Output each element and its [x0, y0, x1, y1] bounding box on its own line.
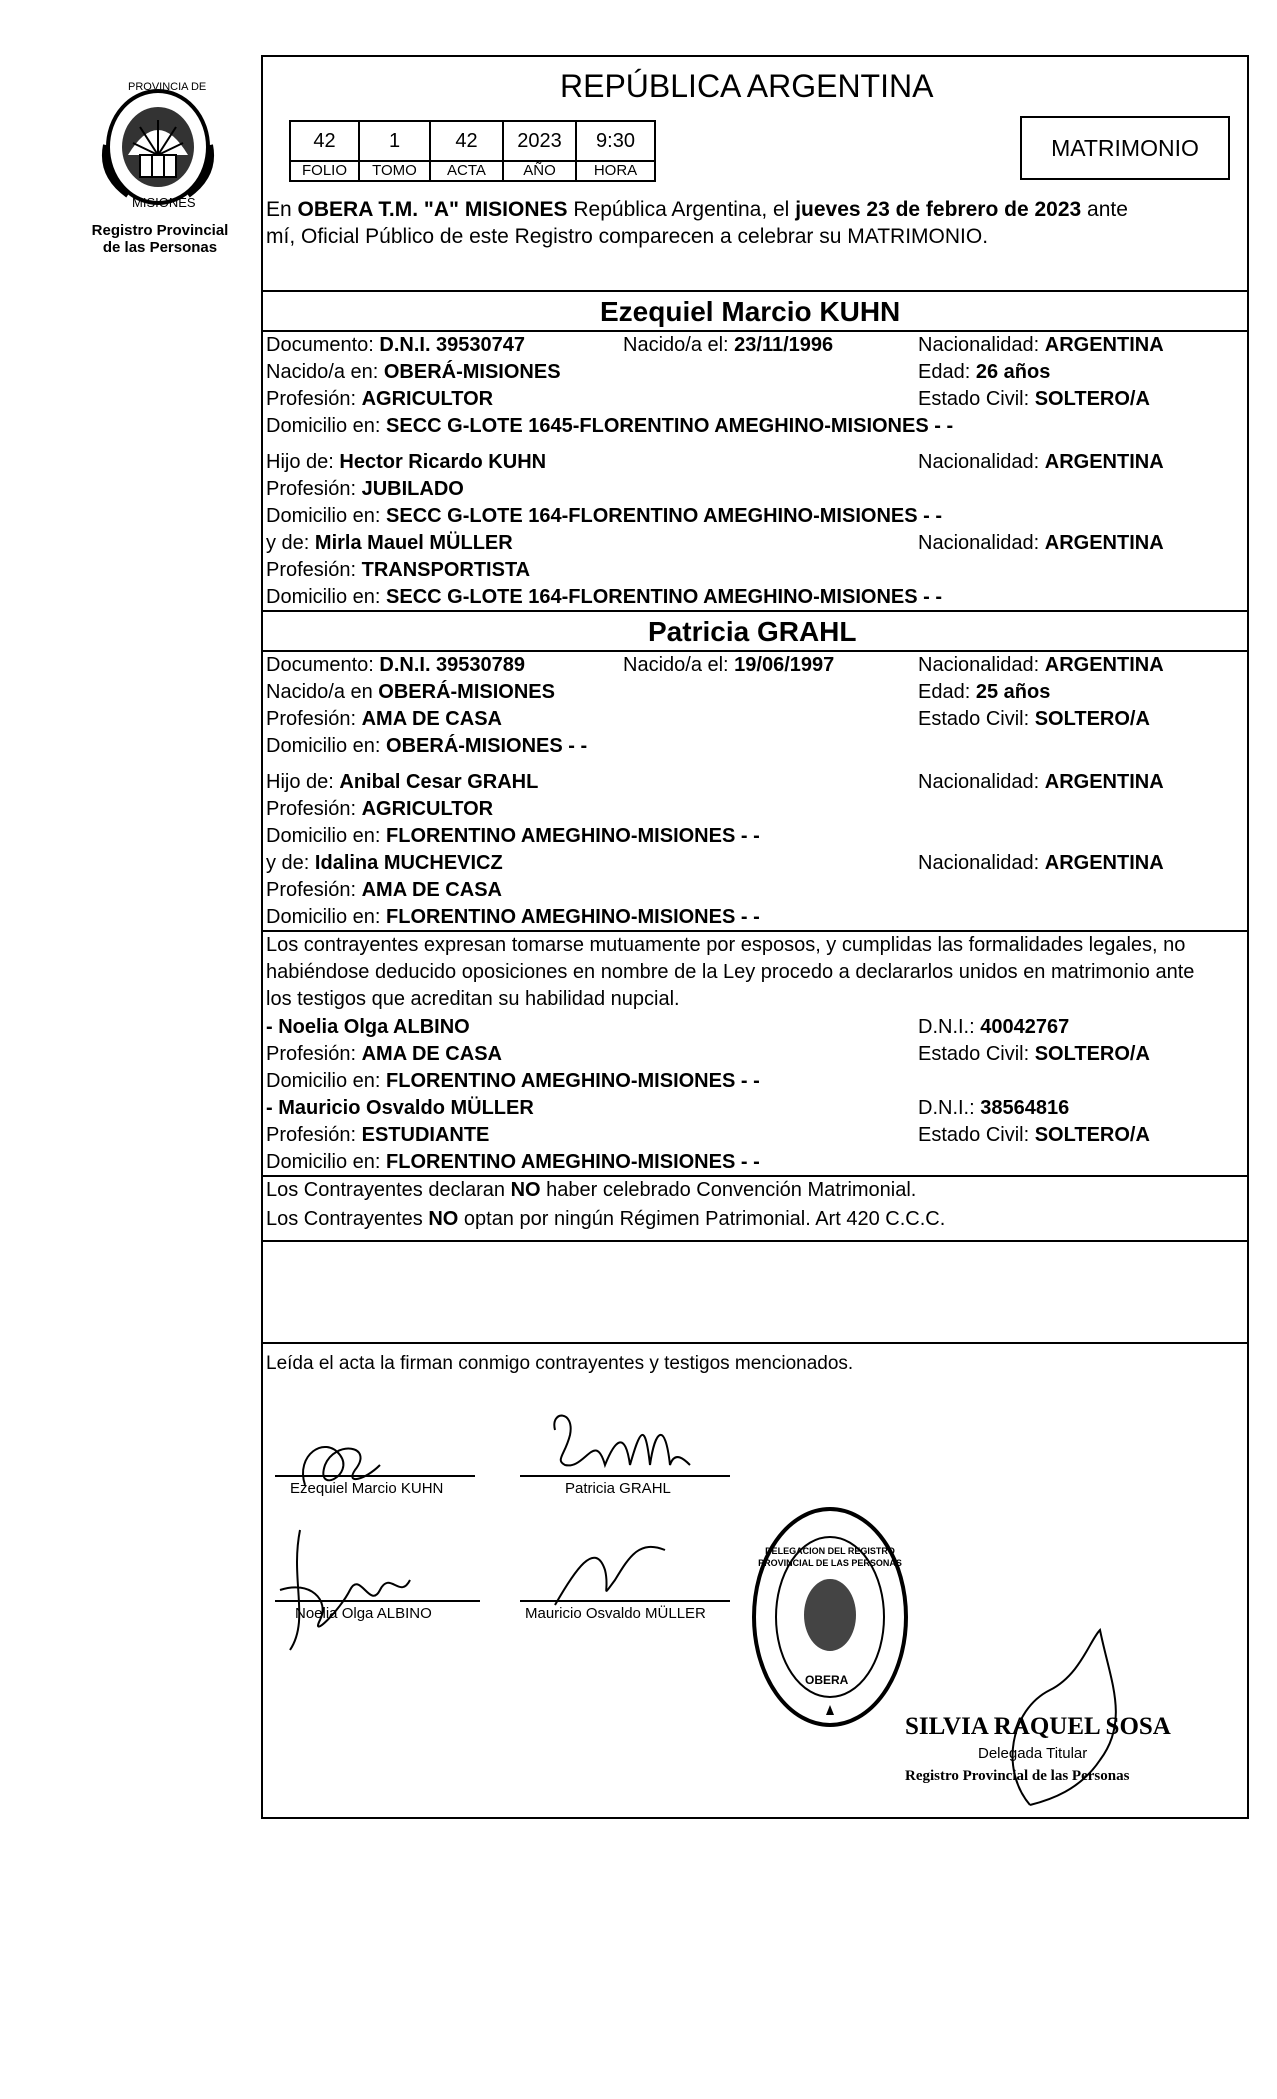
spouse1-name: Ezequiel Marcio KUHN	[600, 296, 901, 327]
signature-scribble-3	[270, 1520, 420, 1660]
hora-value: 9:30	[575, 120, 656, 162]
declaration-line1: Los contrayentes expresan tomarse mutuamente por esposos, y cumplidas las formalidades legales, no	[266, 934, 1186, 956]
divider	[261, 1342, 1249, 1344]
divider	[261, 930, 1249, 932]
witness2-profesion: Profesión: ESTUDIANTE	[266, 1124, 490, 1146]
spouse1-estado-civil: Estado Civil: SOLTERO/A	[918, 388, 1150, 410]
witness2-estado-civil: Estado Civil: SOLTERO/A	[918, 1124, 1150, 1146]
intro-date: jueves 23 de febrero de 2023	[795, 198, 1082, 221]
divider	[261, 330, 1249, 332]
spouse1-padre: Hijo de: Hector Ricardo KUHN	[266, 451, 547, 473]
acta-label: ACTA	[429, 160, 504, 182]
divider	[261, 290, 1249, 292]
spouse2-nacido-el: Nacido/a el: 19/06/1997	[623, 654, 835, 676]
intro-line1	[266, 198, 1128, 222]
declaration-line2: habiéndose deducido oposiciones en nombre de la Ley procedo a declararlos unidos en matrimonio ante	[266, 961, 1195, 983]
logo-top-text: PROVINCIA DE	[128, 81, 207, 93]
page-title: REPÚBLICA ARGENTINA	[560, 68, 934, 104]
spouse1-edad: Edad: 26 años	[918, 361, 1051, 383]
delegate-role: Delegada Titular	[978, 1745, 1088, 1762]
spouse1-padre-domicilio: Domicilio en: SECC G-LOTE 164-FLORENTINO AMEGHINO-MISIONES - -	[266, 505, 942, 527]
registry-logo	[98, 81, 218, 210]
logo-caption	[70, 222, 250, 256]
intro-p3: ante	[1081, 198, 1128, 221]
spouse2-madre-profesion: Profesión: AMA DE CASA	[266, 879, 502, 901]
signature-label-3: Noelia Olga ALBINO	[295, 1605, 432, 1622]
divider	[261, 610, 1249, 612]
spouse2-padre: Hijo de: Anibal Cesar GRAHL	[266, 771, 539, 793]
spouse2-estado-civil: Estado Civil: SOLTERO/A	[918, 708, 1150, 730]
intro-place: OBERA T.M. "A" MISIONES	[297, 198, 568, 221]
divider	[261, 1175, 1249, 1177]
official-seal	[750, 1505, 910, 1730]
intro-p2: República Argentina, el	[567, 198, 796, 221]
witness1-profesion: Profesión: AMA DE CASA	[266, 1043, 502, 1065]
witness1-domicilio: Domicilio en: FLORENTINO AMEGHINO-MISIONES - -	[266, 1070, 760, 1092]
signature-line	[275, 1600, 480, 1602]
intro-p1: En	[266, 198, 298, 221]
spouse2-domicilio: Domicilio en: OBERÁ-MISIONES - -	[266, 735, 588, 757]
spouse1-padre-profesion: Profesión: JUBILADO	[266, 478, 464, 500]
signature-scribble-2	[545, 1410, 695, 1480]
spouse2-nacionalidad: Nacionalidad: ARGENTINA	[918, 654, 1164, 676]
divider	[261, 1240, 1249, 1242]
acta-value: 42	[429, 120, 504, 162]
divider	[261, 650, 1249, 652]
spouse1-documento: Documento: D.N.I. 39530747	[266, 334, 526, 356]
tomo-label: TOMO	[358, 160, 431, 182]
spouse2-nacido-en: Nacido/a en OBERÁ-MISIONES	[266, 681, 555, 703]
spouse2-padre-domicilio: Domicilio en: FLORENTINO AMEGHINO-MISIONES - -	[266, 825, 760, 847]
spouse2-madre-nacionalidad: Nacionalidad: ARGENTINA	[918, 852, 1164, 874]
signature-label-1: Ezequiel Marcio KUHN	[290, 1480, 444, 1497]
spouse1-madre-profesion: Profesión: TRANSPORTISTA	[266, 559, 531, 581]
hora-label: HORA	[575, 160, 656, 182]
read-statement: Leída el acta la firman conmigo contrayentes y testigos mencionados.	[266, 1353, 854, 1374]
anio-value: 2023	[502, 120, 577, 162]
spouse1-padre-nacionalidad: Nacionalidad: ARGENTINA	[918, 451, 1164, 473]
witness1-name: - Noelia Olga ALBINO	[266, 1016, 470, 1038]
anio-label: AÑO	[502, 160, 577, 182]
folio-label: FOLIO	[289, 160, 360, 182]
spouse2-padre-profesion: Profesión: AGRICULTOR	[266, 798, 494, 820]
spouse2-documento: Documento: D.N.I. 39530789	[266, 654, 526, 676]
signature-line	[275, 1475, 475, 1477]
tomo-value: 1	[358, 120, 431, 162]
witness2-dni: D.N.I.: 38564816	[918, 1097, 1070, 1119]
witness1-dni: D.N.I.: 40042767	[918, 1016, 1070, 1038]
logo-bottom-text: MISIONES	[132, 195, 196, 210]
witness2-name: - Mauricio Osvaldo MÜLLER	[266, 1097, 534, 1119]
delegate-name: SILVIA RAQUEL SOSA	[905, 1713, 1171, 1740]
witness2-domicilio: Domicilio en: FLORENTINO AMEGHINO-MISIONES - -	[266, 1151, 760, 1173]
spouse1-nacido-el: Nacido/a el: 23/11/1996	[623, 334, 834, 356]
regime-line1: Los Contrayentes declaran NO haber celebrado Convención Matrimonial.	[266, 1179, 917, 1201]
delegate-organization: Registro Provincial de las Personas	[905, 1768, 1130, 1784]
spouse2-padre-nacionalidad: Nacionalidad: ARGENTINA	[918, 771, 1164, 793]
record-type-box: MATRIMONIO	[1020, 116, 1230, 180]
spouse1-nacionalidad: Nacionalidad: ARGENTINA	[918, 334, 1164, 356]
seal-text: DELEGACION DEL REGISTRO PROVINCIAL DE LAS PERSONAS	[758, 1546, 902, 1568]
spouse2-edad: Edad: 25 años	[918, 681, 1051, 703]
spouse2-profesion: Profesión: AMA DE CASA	[266, 708, 502, 730]
signature-label-2: Patricia GRAHL	[565, 1480, 671, 1497]
spouse2-madre-domicilio: Domicilio en: FLORENTINO AMEGHINO-MISIONES - -	[266, 906, 760, 928]
seal-bottom-text: OBERA	[805, 1673, 849, 1687]
spouse1-madre-domicilio: Domicilio en: SECC G-LOTE 164-FLORENTINO AMEGHINO-MISIONES - -	[266, 586, 942, 608]
intro-line2: mí, Oficial Público de este Registro comparecen a celebrar su MATRIMONIO.	[266, 225, 989, 248]
logo-caption-line2: de las Personas	[102, 239, 218, 256]
spouse1-domicilio: Domicilio en: SECC G-LOTE 1645-FLORENTINO AMEGHINO-MISIONES - -	[266, 415, 954, 437]
declaration-line3: los testigos que acreditan su habilidad nupcial.	[266, 988, 680, 1010]
folio-value: 42	[289, 120, 360, 162]
spouse2-name: Patricia GRAHL	[648, 616, 857, 647]
spouse1-profesion: Profesión: AGRICULTOR	[266, 388, 494, 410]
signature-scribble-4	[545, 1530, 675, 1610]
signature-label-4: Mauricio Osvaldo MÜLLER	[525, 1605, 706, 1622]
witness1-estado-civil: Estado Civil: SOLTERO/A	[918, 1043, 1150, 1065]
spouse1-nacido-en: Nacido/a en: OBERÁ-MISIONES	[266, 361, 561, 383]
regime-line2: Los Contrayentes NO optan por ningún Régimen Patrimonial. Art 420 C.C.C.	[266, 1208, 946, 1230]
spouse1-madre-nacionalidad: Nacionalidad: ARGENTINA	[918, 532, 1164, 554]
signature-line	[520, 1600, 730, 1602]
logo-caption-line1: Registro Provincial	[91, 222, 229, 239]
spouse1-madre: y de: Mirla Mauel MÜLLER	[266, 532, 513, 554]
spouse2-madre: y de: Idalina MUCHEVICZ	[266, 852, 503, 874]
signature-line	[520, 1475, 730, 1477]
